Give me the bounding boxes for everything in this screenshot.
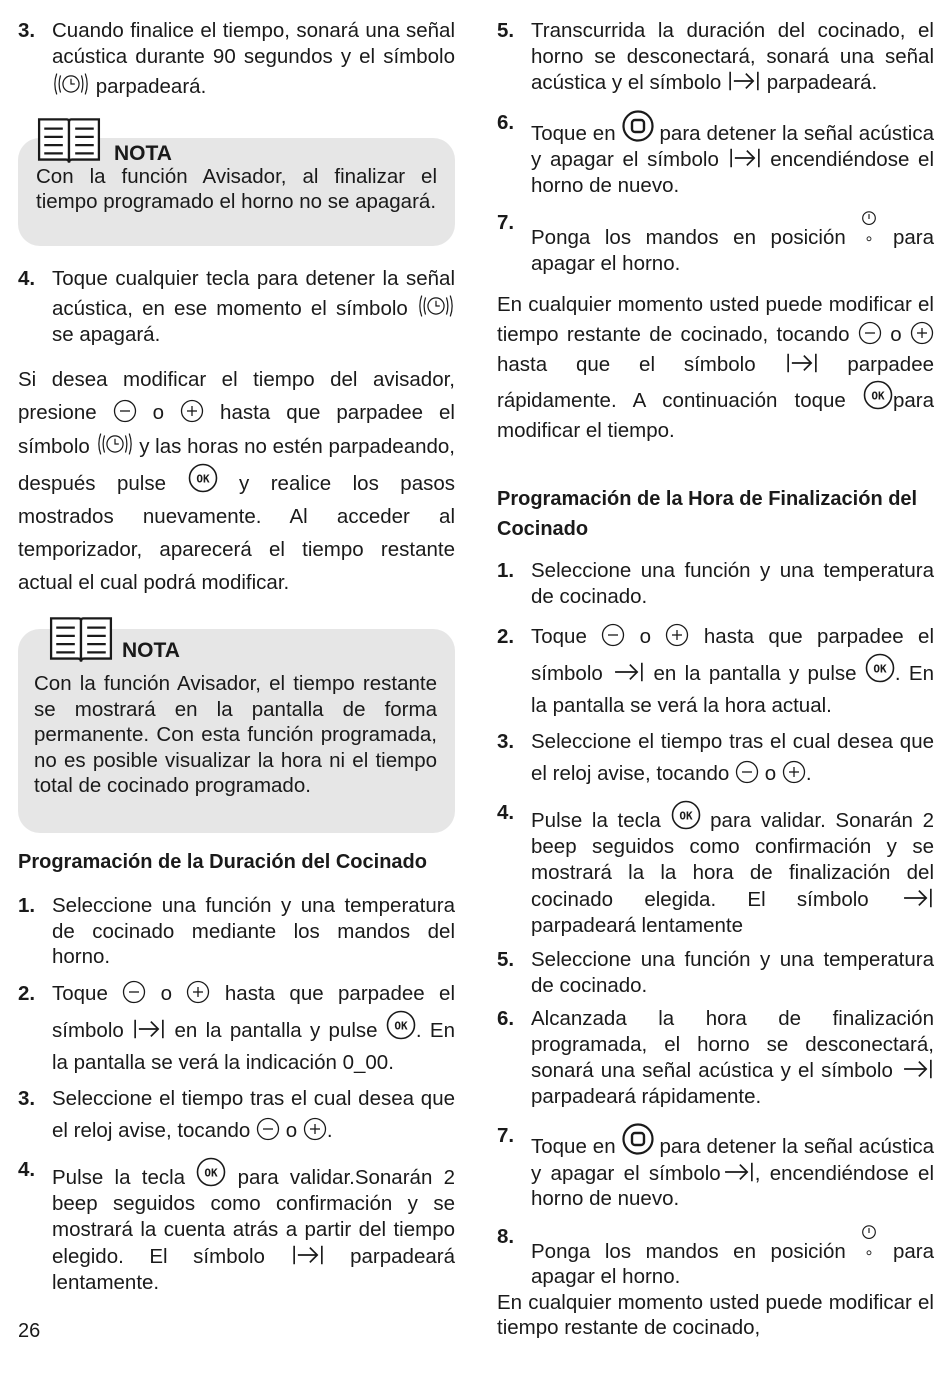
item-text: para validar.Sonarán 2 beep seguidos como confirmación y se mostrará la cuenta atrás a partir del tiempo elegido. El símbolo — [52, 1165, 455, 1268]
paragraph-text: y realice los pasos mostrados nuevamente. Al acceder al temporizador, aparecerá el tiempo restante actual el cual podrá modificar. — [18, 472, 456, 594]
item-text: hasta que parpadee el símbolo — [52, 981, 456, 1042]
list-item — [497, 947, 934, 998]
item-number: 7. — [497, 1124, 515, 1147]
item-number: 3. — [18, 1086, 36, 1110]
note-box — [18, 629, 455, 833]
list-item — [18, 978, 455, 1079]
item-text: o — [160, 981, 173, 1005]
paragraph-text: Si desea modificar el tiempo del avisador, presione — [18, 368, 455, 424]
list-item — [18, 1083, 455, 1147]
item-number: 6. — [497, 1007, 515, 1030]
item-text: Toque en — [531, 1135, 616, 1158]
item-text: o — [764, 762, 777, 785]
ok-button-icon — [196, 1157, 226, 1187]
list-item — [497, 1006, 934, 1109]
end-time-arrow-icon — [611, 660, 645, 684]
item-text: Toque en — [531, 121, 616, 145]
item-text: Alcanzada la hora de finalización programada, el horno se desconectará, sonará una señal acústica y el símbolo — [531, 1007, 934, 1082]
book-icon — [36, 116, 102, 166]
item-text: Seleccione el tiempo tras el cual desea que el reloj avise, tocando — [531, 730, 934, 785]
item-text: Transcurrida la duración del cocinado, el horno se desconectará, sonará una señal acústica y el símbolo — [531, 19, 934, 94]
ok-button-icon — [386, 1010, 416, 1040]
item-text: parpadeará rápidamente. — [531, 1084, 762, 1108]
list-item — [497, 726, 934, 790]
ok-button-icon — [863, 380, 893, 410]
list-item — [497, 800, 934, 939]
item-text: se apagará. — [52, 322, 161, 346]
paragraph-text: hasta que parpadee el símbolo — [18, 401, 455, 458]
item-number: 4. — [18, 1157, 36, 1181]
item-text: Seleccione una función y una temperatura de cocinado mediante los mandos del horno. — [52, 894, 455, 968]
duration-bar-arrow-icon — [291, 1243, 325, 1267]
item-text: parpadeará. — [766, 71, 878, 94]
book-icon — [48, 615, 114, 665]
paragraph — [497, 290, 934, 446]
item-text: para apagar el horno. — [531, 226, 934, 275]
item-text: Cuando finalice el tiempo, sonará una señal acústica durante 90 segundos y el símbolo — [52, 19, 455, 68]
item-number: 3. — [497, 730, 515, 753]
item-text: Ponga los mandos en posición — [531, 1239, 846, 1263]
item-text: Seleccione una función y una temperatura de cocinado. — [531, 559, 934, 608]
off-position-icon — [860, 210, 878, 246]
end-time-arrow-icon — [900, 886, 934, 910]
item-text: Pulse la tecla — [52, 1165, 186, 1189]
item-number: 1. — [18, 894, 36, 917]
minus-circle-icon — [256, 1117, 280, 1141]
item-text: . En la pantalla se verá la indicación 0_00. — [52, 1018, 455, 1074]
page-number: 26 — [18, 1320, 41, 1342]
paragraph-text: hasta que el símbolo — [497, 353, 756, 376]
stop-button-icon — [622, 110, 654, 142]
list-item — [18, 18, 455, 100]
plus-circle-icon — [665, 623, 689, 647]
paragraph: En cualquier momento usted puede modificar el tiempo restante de cocinado, — [497, 1290, 934, 1339]
minus-circle-icon — [122, 980, 146, 1004]
paragraph — [18, 363, 455, 599]
item-text: . — [805, 762, 812, 785]
item-text: . — [326, 1118, 333, 1142]
end-time-arrow-icon — [721, 1160, 755, 1184]
item-text: . En la pantalla se verá la hora actual. — [531, 662, 934, 717]
item-number: 1. — [497, 559, 515, 582]
item-number: 7. — [497, 211, 515, 234]
end-time-arrow-icon — [900, 1057, 934, 1081]
off-position-icon — [860, 1224, 878, 1260]
section-heading: Programación de la Hora de Finalización del Cocinado — [497, 488, 918, 540]
note-text: Con la función Avisador, al finalizar el tiempo programado el horno no se apagará. — [36, 164, 437, 213]
minus-circle-icon — [858, 321, 882, 345]
item-number: 2. — [497, 625, 515, 648]
paragraph-text: y las horas no estén parpadeando, después pulse — [18, 435, 455, 495]
note-title: NOTA — [114, 141, 172, 165]
note-text: Con la función Avisador, el tiempo restante se mostrará en la pantalla de forma permanente. Con esta función programada, no es posible visualizar la hora ni el tiempo total de cocinado programado. — [34, 672, 437, 797]
duration-bar-arrow-icon — [727, 69, 761, 93]
item-text: Toque — [531, 625, 587, 648]
duration-bar-arrow-icon — [728, 146, 762, 170]
item-text: Ponga los mandos en posición — [531, 226, 846, 249]
list-item — [497, 621, 934, 722]
list-item — [497, 18, 934, 96]
note-box — [18, 138, 455, 246]
list-item — [18, 893, 455, 970]
plus-circle-icon — [910, 321, 934, 345]
item-text: Seleccione el tiempo tras el cual desea que el reloj avise, tocando — [52, 1086, 455, 1142]
item-number: 4. — [18, 266, 36, 290]
item-text: en la pantalla y pulse — [174, 1018, 378, 1042]
minus-circle-icon — [113, 399, 137, 423]
item-number: 5. — [497, 948, 515, 971]
item-text: en la pantalla y pulse — [653, 662, 857, 685]
item-text: o — [639, 625, 652, 648]
ok-button-icon — [188, 463, 218, 493]
item-text: encendiéndose el horno de nuevo. — [531, 148, 935, 197]
note-title: NOTA — [122, 639, 180, 662]
stop-button-icon — [622, 1123, 654, 1155]
item-text: Seleccione una función y una temperatura de cocinado. — [531, 948, 934, 997]
alarm-bell-icon — [417, 291, 455, 321]
item-number: 8. — [497, 1224, 515, 1248]
ok-button-icon — [671, 800, 701, 830]
left-column — [18, 18, 455, 1296]
list-item — [497, 210, 934, 276]
item-text: parpadeará. — [95, 75, 207, 98]
minus-circle-icon — [735, 760, 759, 784]
list-item — [18, 266, 455, 348]
paragraph-text: para modificar el tiempo. — [497, 389, 934, 442]
alarm-bell-icon — [52, 69, 90, 99]
section-heading: Programación de la Duración del Cocinado — [18, 851, 427, 873]
list-item — [497, 1123, 934, 1212]
plus-circle-icon — [303, 1117, 327, 1141]
item-text: para apagar el horno. — [531, 1239, 934, 1288]
list-item — [497, 110, 934, 199]
ok-button-icon — [865, 653, 895, 683]
item-number: 6. — [497, 110, 515, 134]
item-text: , encendiéndose el horno de nuevo. — [531, 1161, 935, 1210]
minus-circle-icon — [601, 623, 625, 647]
plus-circle-icon — [782, 760, 806, 784]
item-text: para detener la señal acústica y apagar el símbolo — [531, 1135, 935, 1185]
plus-circle-icon — [186, 980, 210, 1004]
item-text: parpadeará lentamente. — [52, 1244, 455, 1294]
plus-circle-icon — [180, 399, 204, 423]
item-number: 3. — [18, 19, 36, 42]
duration-bar-arrow-icon — [785, 351, 819, 375]
item-text: Toque cualquier tecla para detener la señal acústica, en ese momento el símbolo — [52, 266, 455, 320]
item-number: 4. — [497, 801, 515, 824]
list-item — [497, 1224, 934, 1290]
item-text: para validar. Sonarán 2 beep seguidos como confirmación y se mostrará la la hora de finalización del cocinado elegida. El símbolo — [531, 809, 934, 911]
list-item — [497, 558, 934, 609]
item-text: Pulse la tecla — [531, 809, 661, 832]
item-text: para detener la señal acústica y apagar el símbolo — [531, 121, 935, 171]
item-text: parpadeará lentamente — [531, 914, 743, 937]
duration-bar-arrow-icon — [132, 1017, 166, 1041]
item-text: Toque — [52, 981, 108, 1005]
item-number: 5. — [497, 19, 515, 42]
item-text: hasta que parpadee el símbolo — [531, 625, 935, 685]
paragraph-text: o — [152, 401, 165, 424]
item-text: o — [285, 1118, 298, 1142]
list-item — [18, 1157, 455, 1296]
paragraph-text: En cualquier momento usted puede modificar el tiempo restante de cocinado, tocando — [497, 293, 934, 346]
item-number: 2. — [18, 981, 36, 1005]
right-column — [497, 18, 934, 1341]
alarm-bell-icon — [96, 429, 134, 459]
paragraph-text: parpadee rápidamente. A continuación toque — [497, 353, 934, 412]
paragraph-text: o — [890, 323, 902, 346]
